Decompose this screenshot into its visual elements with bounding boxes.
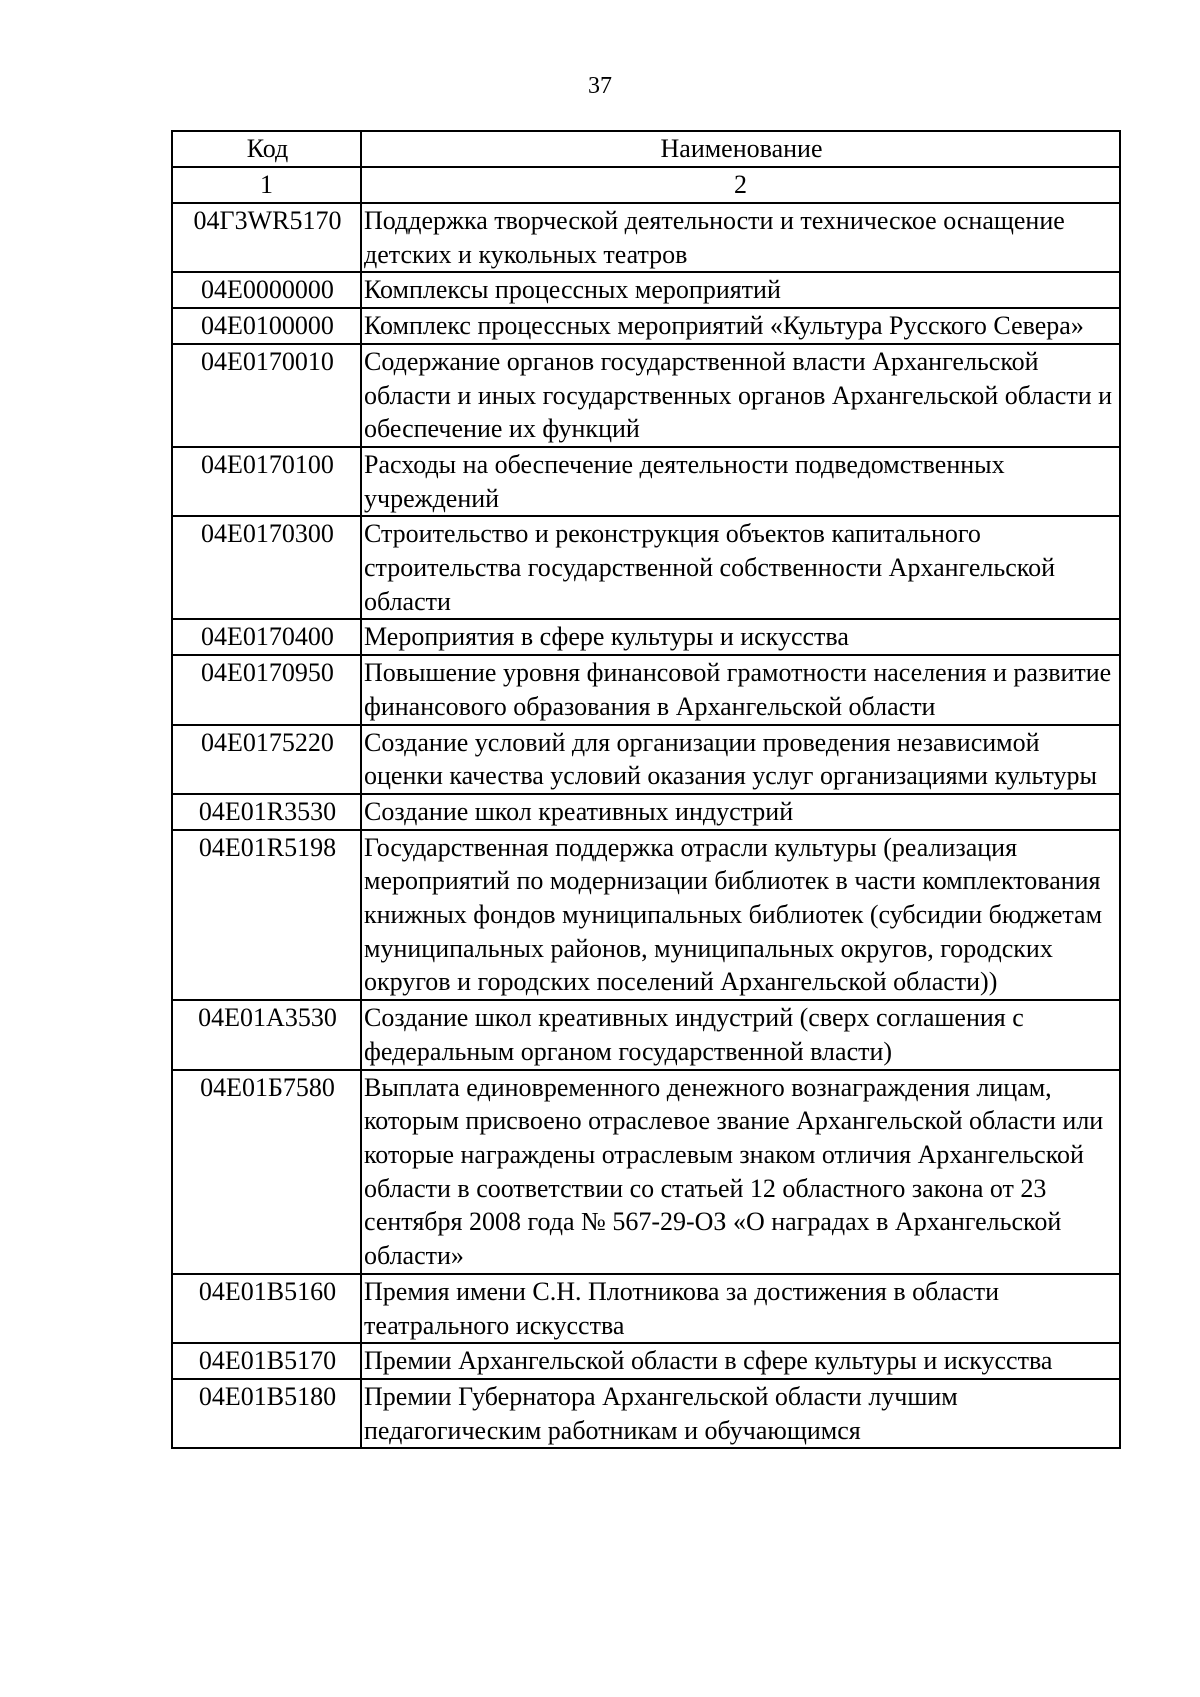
table-row [172, 1343, 1120, 1379]
code-column-header: Код [172, 131, 361, 167]
table-row [172, 272, 1120, 308]
row-name: Мероприятия в сфере культуры и искусства [361, 619, 1120, 655]
code-column-number: 1 [172, 167, 361, 203]
table-row [172, 516, 1120, 619]
table-row [172, 1274, 1120, 1343]
name-column-header: Наименование [361, 131, 1120, 167]
row-code: 04Е0170100 [172, 447, 361, 516]
row-name: Строительство и реконструкция объектов капитального строительства государственной собственности Архангельской области [361, 516, 1120, 619]
row-name: Премия имени С.Н. Плотникова за достижения в области театрального искусства [361, 1274, 1120, 1343]
row-code: 04Е0100000 [172, 308, 361, 344]
table-row [172, 794, 1120, 830]
table-header-row [172, 131, 1120, 167]
row-code: 04Е0170010 [172, 344, 361, 447]
row-code: 04Е01В5170 [172, 1343, 361, 1379]
row-name: Комплексы процессных мероприятий [361, 272, 1120, 308]
row-code: 04Е0000000 [172, 272, 361, 308]
table-row [172, 655, 1120, 724]
row-code: 04Е0175220 [172, 725, 361, 794]
page-number: 37 [588, 73, 612, 99]
name-column-number: 2 [361, 167, 1120, 203]
classification-table [171, 130, 1121, 1449]
table-row [172, 830, 1120, 1001]
row-name: Поддержка творческой деятельности и техническое оснащение детских и кукольных театров [361, 203, 1120, 272]
row-code: 04Е0170400 [172, 619, 361, 655]
table-row [172, 344, 1120, 447]
row-code: 04Г3WR5170 [172, 203, 361, 272]
row-code: 04Е01В5160 [172, 1274, 361, 1343]
row-code: 04Е0170300 [172, 516, 361, 619]
row-name: Выплата единовременного денежного вознаграждения лицам, которым присвоено отраслевое звание Архангельской области или которые награждены отраслевым знаком отличия Архангельской области в соответствии со статьей 12 областного закона от 23 сентября 2008 года № 567-29-ОЗ «О наградах в Архангельской области» [361, 1070, 1120, 1274]
row-name: Создание школ креативных индустрий (сверх соглашения с федеральным органом государственной власти) [361, 1000, 1120, 1069]
table-row [172, 1379, 1120, 1448]
row-name: Комплекс процессных мероприятий «Культура Русского Севера» [361, 308, 1120, 344]
table-row [172, 619, 1120, 655]
row-name: Создание школ креативных индустрий [361, 794, 1120, 830]
table-row [172, 447, 1120, 516]
row-name: Премии Губернатора Архангельской области лучшим педагогическим работникам и обучающимся [361, 1379, 1120, 1448]
column-number-row [172, 167, 1120, 203]
row-code: 04Е01R5198 [172, 830, 361, 1001]
row-name: Расходы на обеспечение деятельности подведомственных учреждений [361, 447, 1120, 516]
row-code: 04Е0170950 [172, 655, 361, 724]
table-row [172, 308, 1120, 344]
table-row [172, 1070, 1120, 1274]
row-name: Создание условий для организации проведения независимой оценки качества условий оказания услуг организациями культуры [361, 725, 1120, 794]
row-code: 04Е01В5180 [172, 1379, 361, 1448]
row-code: 04Е01R3530 [172, 794, 361, 830]
row-name: Содержание органов государственной власти Архангельской области и иных государственных органов Архангельской области и обеспечение их функций [361, 344, 1120, 447]
table-row [172, 203, 1120, 272]
row-name: Государственная поддержка отрасли культуры (реализация мероприятий по модернизации библиотек в части комплектования книжных фондов муниципальных библиотек (субсидии бюджетам муниципальных районов, муниципальных округов, городских округов и городских поселений Архангельской области)) [361, 830, 1120, 1001]
table-row [172, 725, 1120, 794]
table-row [172, 1000, 1120, 1069]
row-name: Повышение уровня финансовой грамотности населения и развитие финансового образования в Архангельской области [361, 655, 1120, 724]
row-code: 04Е01А3530 [172, 1000, 361, 1069]
row-code: 04Е01Б7580 [172, 1070, 361, 1274]
row-name: Премии Архангельской области в сфере культуры и искусства [361, 1343, 1120, 1379]
